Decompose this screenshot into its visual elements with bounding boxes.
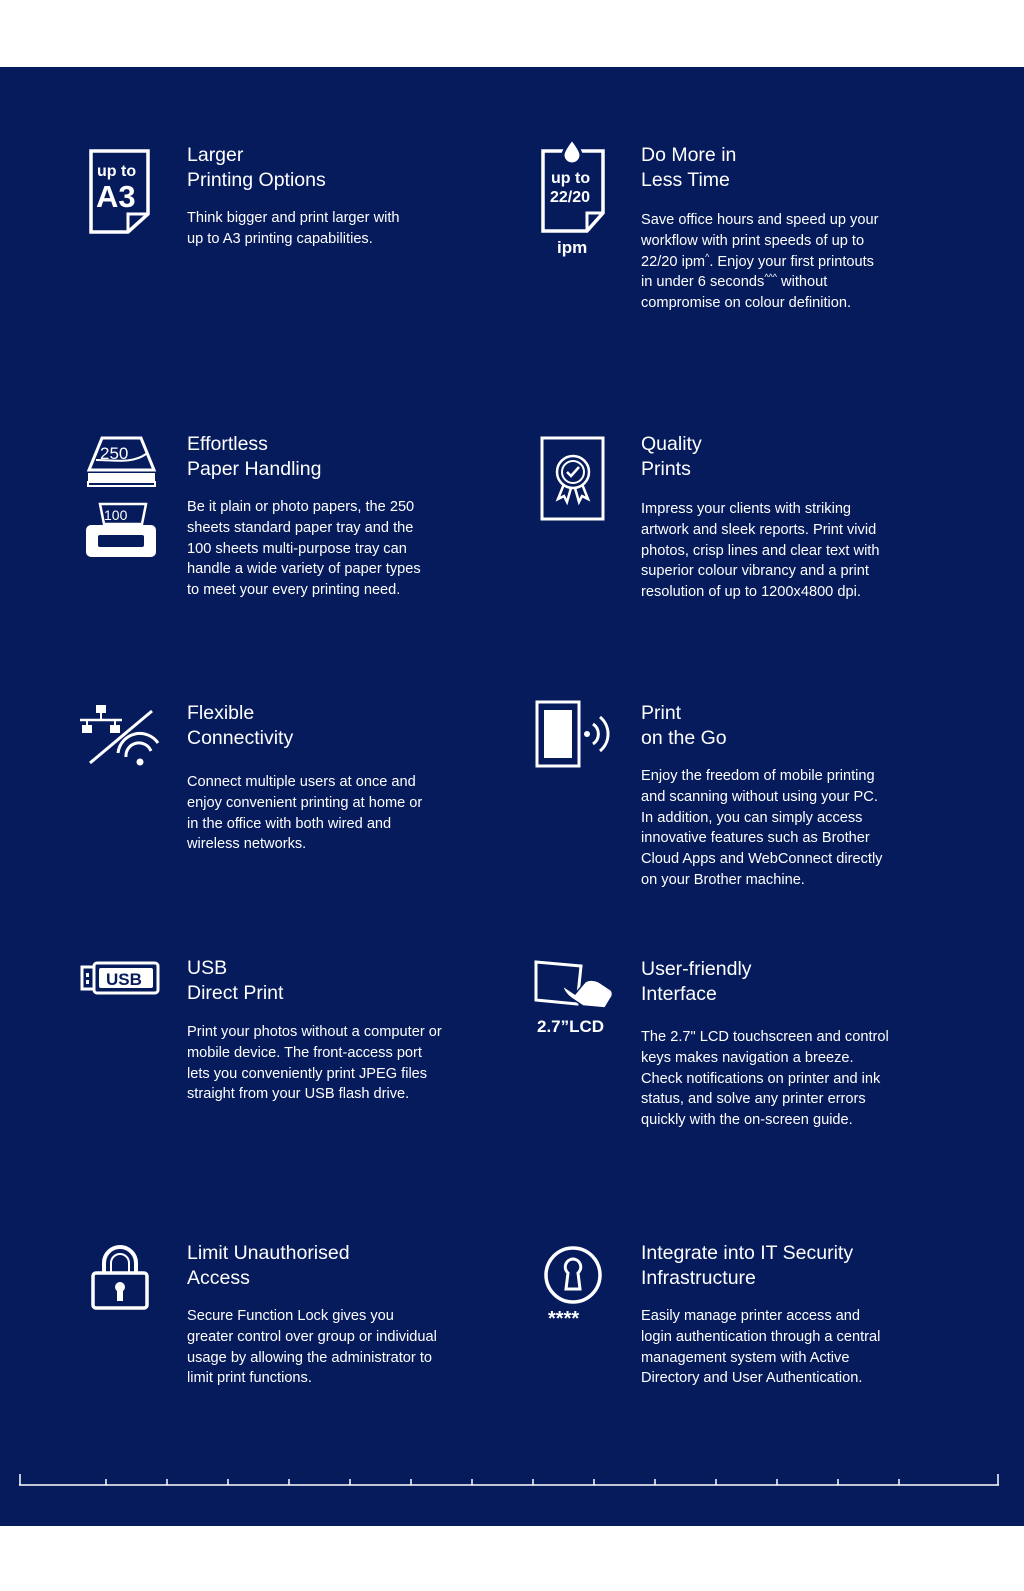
paper-tray-icon bbox=[84, 434, 160, 564]
touchscreen-icon bbox=[533, 960, 617, 1036]
decorative-ruler bbox=[19, 1474, 999, 1486]
keyhole-password-icon bbox=[542, 1245, 606, 1330]
feature-desc-usb: Print your photos without a computer or mobile device. The front-access port lets you conveniently print JPEG files straight from your USB flash drive. bbox=[187, 1024, 442, 1103]
feature-desc-quality: Impress your clients with striking artwork and sleek reports. Print vivid photos, crisp lines and clear text with superior colour vibrancy and a print resolution of up to 1200x4800 dpi. bbox=[641, 501, 880, 601]
feature-desc-paper-handling: Be it plain or photo papers, the 250 sheets standard paper tray and the 100 sheets multi-purpose tray can handle a wide variety of paper types to meet your every printing need. bbox=[187, 499, 421, 599]
svg-text:22/20: 22/20 bbox=[550, 189, 591, 206]
feature-title-larger-printing: Larger Printing Options bbox=[187, 144, 326, 191]
svg-text:100: 100 bbox=[104, 507, 128, 523]
feature-desc-connectivity: Connect multiple users at once and enjoy convenient printing at home or in the office with both wired and wireless networks. bbox=[187, 774, 423, 853]
mobile-print-icon bbox=[535, 700, 615, 770]
svg-text:up to: up to bbox=[551, 170, 591, 187]
feature-title-usb: USB Direct Print bbox=[187, 957, 284, 1004]
feature-title-do-more: Do More in Less Time bbox=[641, 144, 737, 191]
svg-text:250: 250 bbox=[100, 444, 129, 463]
usb-icon bbox=[80, 961, 162, 995]
feature-desc-print-on-the-go: Enjoy the freedom of mobile printing and scanning without using your PC. In addition, you can simply access innovative features such as Brother Cloud Apps and WebConnect directly on your Brother machine. bbox=[641, 768, 883, 888]
feature-title-paper-handling: Effortless Paper Handling bbox=[187, 433, 322, 480]
feature-desc-larger-printing: Think bigger and print larger with up to A3 printing capabilities. bbox=[187, 210, 400, 247]
svg-text:2.7”LCD: 2.7”LCD bbox=[537, 1017, 605, 1036]
padlock-icon bbox=[91, 1245, 151, 1311]
paper-speed-icon bbox=[541, 139, 607, 257]
paper-a3-icon bbox=[89, 149, 151, 234]
svg-text:USB: USB bbox=[106, 970, 142, 989]
network-wifi-icon bbox=[78, 703, 158, 767]
feature-title-print-on-the-go: Print on the Go bbox=[641, 702, 727, 749]
feature-desc-limit-access: Secure Function Lock gives you greater control over group or individual usage by allowing the administrator to limit print functions. bbox=[187, 1308, 437, 1387]
feature-desc-user-friendly: The 2.7" LCD touchscreen and control keys makes navigation a breeze. Check notifications on printer and ink status, and solve any printer errors quickly with the on-screen guide. bbox=[641, 1029, 889, 1129]
svg-text:A3: A3 bbox=[96, 179, 136, 214]
svg-text:****: **** bbox=[548, 1308, 580, 1330]
svg-text:ipm: ipm bbox=[557, 238, 588, 257]
feature-title-user-friendly: User-friendly Interface bbox=[641, 958, 752, 1005]
svg-text:up to: up to bbox=[97, 163, 137, 180]
feature-desc-do-more: Save office hours and speed up your workflow with print speeds of up to 22/20 ipm^. Enjoy your first printouts in under 6 seconds^^^ without compromise on colour definition. bbox=[641, 212, 879, 312]
feature-title-connectivity: Flexible Connectivity bbox=[187, 702, 294, 749]
feature-title-limit-access: Limit Unauthorised Access bbox=[187, 1242, 350, 1289]
quality-seal-icon bbox=[540, 436, 606, 522]
feature-title-it-security: Integrate into IT Security Infrastructure bbox=[641, 1242, 854, 1289]
feature-title-quality: Quality Prints bbox=[641, 433, 702, 480]
features-panel bbox=[0, 67, 1024, 1526]
feature-desc-it-security: Easily manage printer access and login authentication through a central management system with Active Directory and User Authentication. bbox=[641, 1308, 881, 1387]
